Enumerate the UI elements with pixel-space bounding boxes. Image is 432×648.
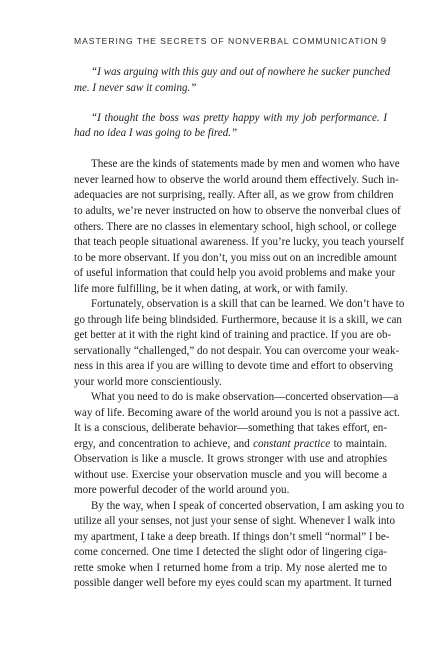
paragraph-2-line-2: go through life being blindsided. Furthermore, because it is a skill, we can bbox=[74, 314, 402, 326]
paragraph-2-line-1: Fortunately, observation is a skill that can be learned. We don’t have to bbox=[91, 298, 405, 310]
paragraph-3-line-3: It is a conscious, deliberate behavior—something that takes effort, en- bbox=[74, 422, 387, 434]
paragraph-4-line-6: possible danger well before my eyes could scan my apartment. It turned bbox=[74, 577, 392, 589]
quote-2-line-2: had no idea I was going to be fired.” bbox=[74, 127, 238, 139]
paragraph-3-line-1: What you need to do is make observation—concerted observation—a bbox=[91, 391, 399, 403]
running-title: MASTERING THE SECRETS OF NONVERBAL COMMUNICATION bbox=[74, 36, 379, 46]
paragraph-2-line-6: your world more conscientiously. bbox=[74, 376, 222, 388]
quote-2-line-1: “I thought the boss was pretty happy with my job performance. I bbox=[91, 112, 387, 124]
paragraph-3-line-4-end: to maintain. bbox=[330, 438, 388, 450]
paragraph-3-line-4-start: ergy, and concentration to achieve, and bbox=[74, 438, 254, 450]
paragraph-1-line-4: to adults, we’re never instructed on how to observe the nonverbal clues of bbox=[74, 205, 401, 217]
paragraph-3-line-5: Observation is like a muscle. It grows stronger with use and atrophies bbox=[74, 453, 387, 465]
paragraph-4-line-3: my apartment, I take a deep breath. If things don’t smell “normal” I be- bbox=[74, 531, 390, 543]
paragraph-3-line-6: without use. Exercise your observation muscle and you will become a bbox=[74, 469, 387, 481]
page-number: 9 bbox=[380, 36, 387, 47]
paragraph-3-line-2: way of life. Becoming aware of the world around you is not a passive act. bbox=[74, 407, 400, 419]
paragraph-1-line-6: that teach people situational awareness. If you’re lucky, you teach yourself bbox=[74, 236, 404, 248]
paragraph-1-line-9: life more fulfilling, be it when dating, at work, or with family. bbox=[74, 283, 348, 295]
paragraph-2-line-3: get better at it with the right kind of training and practice. If you are ob- bbox=[74, 329, 392, 341]
paragraph-3-line-4 bbox=[74, 437, 387, 451]
paragraph-2-line-5: ness in this area if you are willing to devote time and effort to observing bbox=[74, 360, 393, 372]
paragraph-4-line-2: utilize all your senses, not just your sense of sight. Whenever I walk into bbox=[74, 515, 396, 527]
running-header bbox=[74, 36, 387, 50]
paragraph-3-line-7: more powerful decoder of the world around you. bbox=[74, 484, 290, 496]
paragraph-1-line-1: These are the kinds of statements made by men and women who have bbox=[91, 158, 400, 170]
paragraph-1-line-7: to be more observant. If you don’t, you miss out on an incredible amount bbox=[74, 252, 397, 264]
paragraph-4-line-5: rette smoke when I returned home from a trip. My nose alerted me to bbox=[74, 562, 387, 574]
quote-1-line-2: me. I never saw it coming.” bbox=[74, 82, 197, 94]
emphasis-constant-practice: constant practice bbox=[253, 438, 331, 450]
paragraph-1-line-2: never learned how to observe the world around them effectively. Such in- bbox=[74, 174, 399, 186]
paragraph-1-line-3: adequacies are not surprising, really. After all, as we grow from children bbox=[74, 189, 394, 201]
paragraph-4-line-4: come concerned. One time I detected the slight odor of lingering ciga- bbox=[74, 546, 387, 558]
paragraph-1-line-8: of useful information that could help you avoid problems and make your bbox=[74, 267, 396, 279]
paragraph-1-line-5: others. There are no classes in elementary school, high school, or college bbox=[74, 221, 397, 233]
paragraph-4-line-1: By the way, when I speak of concerted observation, I am asking you to bbox=[91, 500, 405, 512]
quote-1-line-1: “I was arguing with this guy and out of nowhere he sucker punched bbox=[91, 66, 391, 78]
paragraph-2-line-4: servationally “challenged,” do not despair. You can overcome your weak- bbox=[74, 345, 400, 357]
